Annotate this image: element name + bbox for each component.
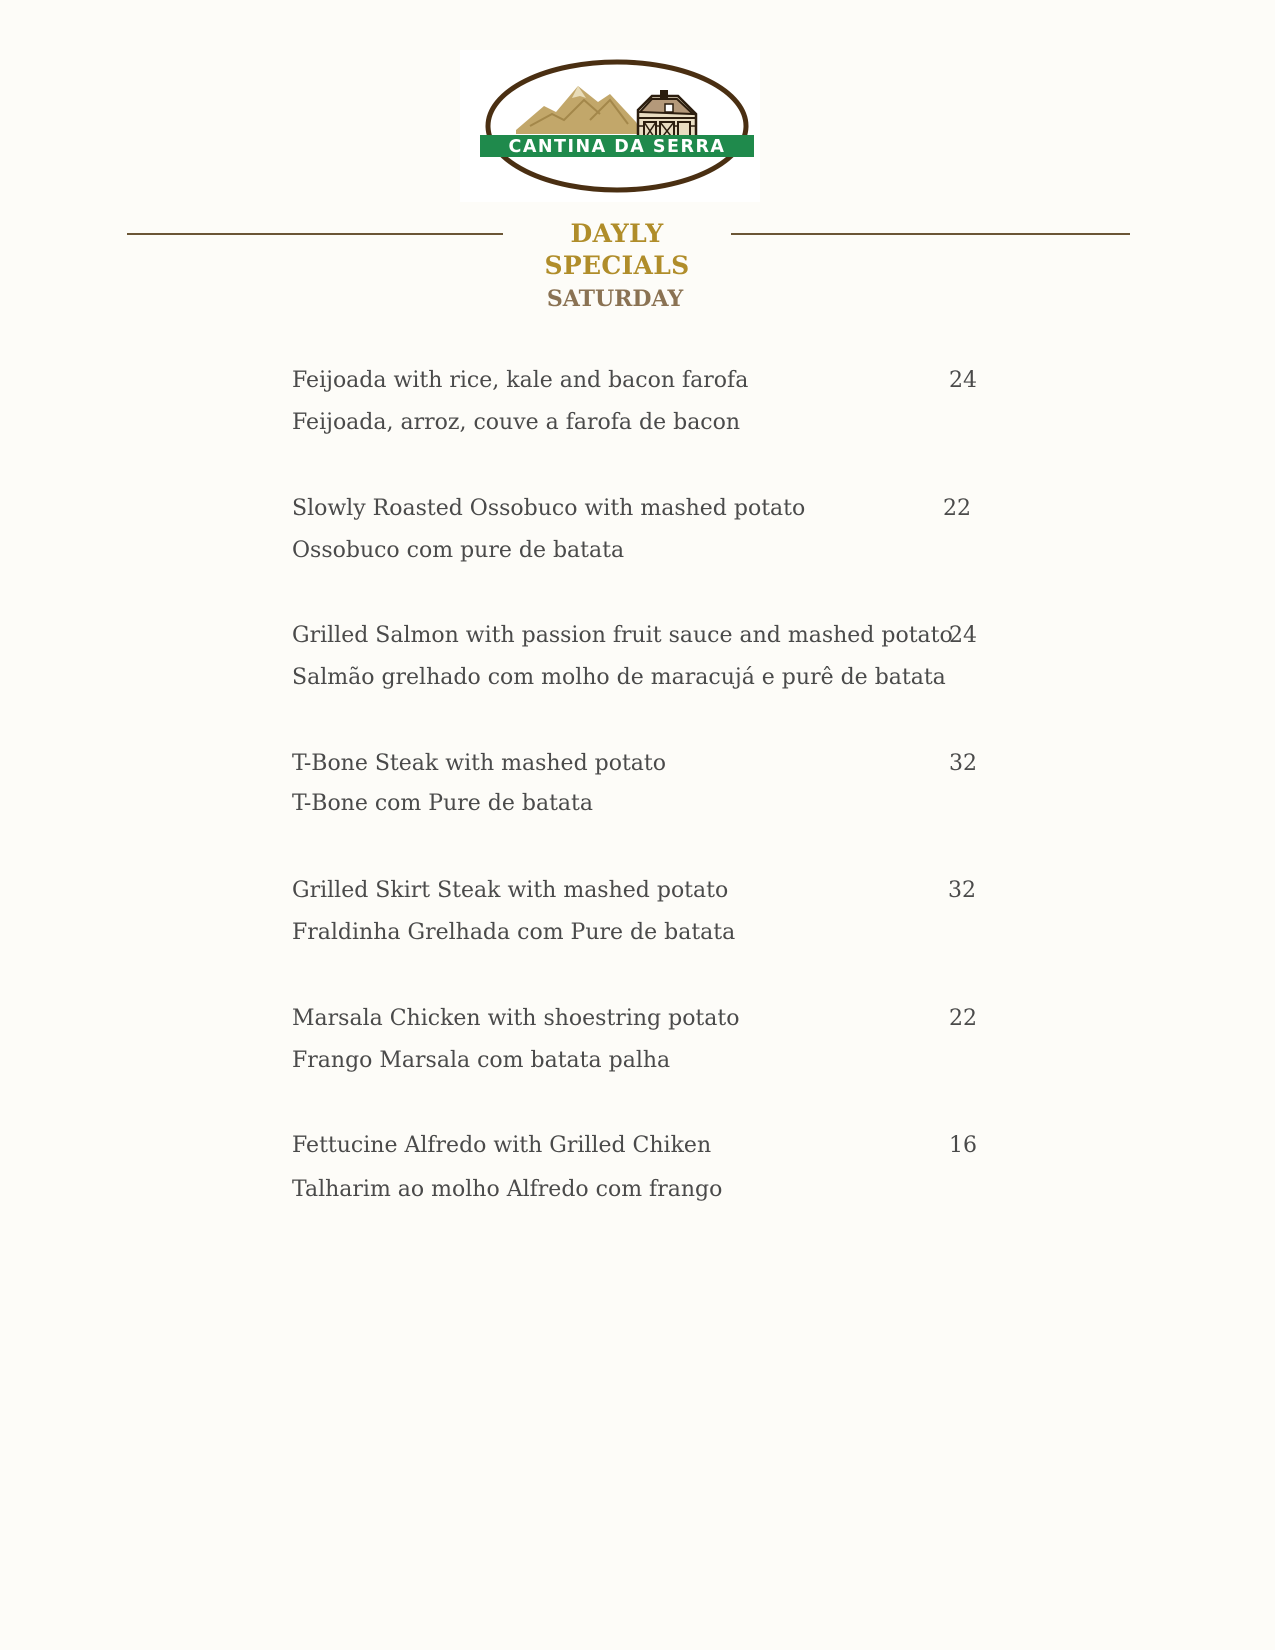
menu-list xyxy=(292,368,992,1261)
item-name: Grilled Salmon with passion fruit sauce and mashed potato xyxy=(292,623,953,648)
page-title: DAYLY SPECIALS xyxy=(544,219,690,280)
item-description: Ossobuco com pure de batata xyxy=(292,537,625,563)
logo-emblem xyxy=(460,50,760,202)
header-divider-left xyxy=(127,233,503,235)
item-name: Fettucine Alfredo with Grilled Chiken xyxy=(292,1133,712,1158)
item-name: Marsala Chicken with shoestring potato xyxy=(292,1005,740,1031)
specials-header xyxy=(127,214,1130,280)
header-divider-right xyxy=(731,233,1130,235)
item-description: Talharim ao molho Alfredo com frango xyxy=(292,1177,723,1202)
menu-item xyxy=(292,623,992,751)
item-description: Frango Marsala com batata palha xyxy=(292,1047,671,1073)
item-description: Feijoada, arroz, couve a farofa de bacon xyxy=(292,410,741,435)
item-description: T-Bone com Pure de batata xyxy=(292,790,593,816)
item-price: 22 xyxy=(949,1005,977,1031)
item-price: 24 xyxy=(949,368,977,393)
item-price: 32 xyxy=(948,878,976,903)
item-price: 16 xyxy=(949,1133,977,1158)
logo-text: CANTINA DA SERRA xyxy=(508,137,726,157)
item-name: Feijoada with rice, kale and bacon farofa xyxy=(292,368,749,393)
day-heading: SATURDAY xyxy=(546,286,684,312)
menu-item xyxy=(292,1006,992,1134)
item-name: Grilled Skirt Steak with mashed potato xyxy=(292,878,729,903)
item-description: Fraldinha Grelhada com Pure de batata xyxy=(292,920,736,945)
menu-item xyxy=(292,368,992,496)
item-price: 32 xyxy=(949,750,977,776)
item-price: 24 xyxy=(949,623,977,648)
item-description: Salmão grelhado com molho de maracujá e purê de batata xyxy=(292,665,946,690)
menu-item xyxy=(292,751,992,879)
menu-item xyxy=(292,1133,992,1261)
menu-item xyxy=(292,878,992,1006)
restaurant-logo xyxy=(460,50,760,202)
item-name: Slowly Roasted Ossobuco with mashed potato xyxy=(292,495,806,521)
item-name: T-Bone Steak with mashed potato xyxy=(292,750,667,776)
item-price: 22 xyxy=(943,495,971,521)
menu-item xyxy=(292,496,992,624)
